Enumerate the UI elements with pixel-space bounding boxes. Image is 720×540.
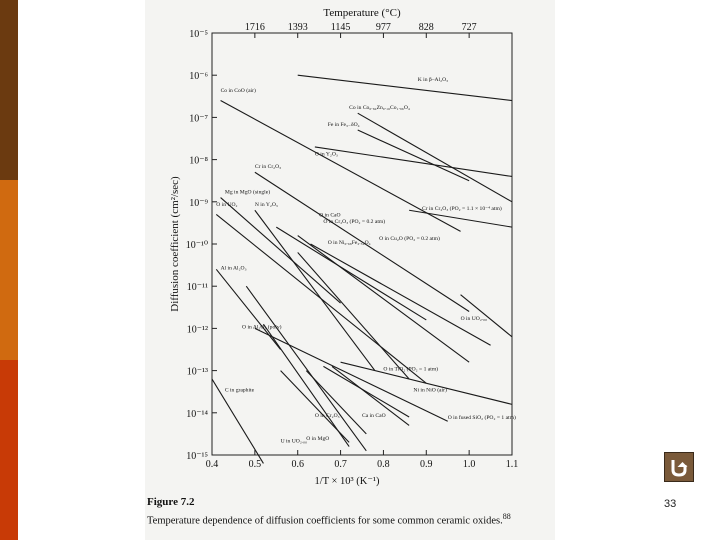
series-label-19: Ni in NiO (air) xyxy=(413,387,447,394)
series-line-5 xyxy=(315,147,512,177)
figure-caption-text: Temperature dependence of diffusion coefficients for some common ceramic oxides. xyxy=(147,515,503,527)
x-tick-label-7: 1.0 xyxy=(462,459,476,470)
series-line-9 xyxy=(255,210,375,370)
temp-tick-label-3: 1145 xyxy=(330,22,351,33)
series-line-25 xyxy=(281,371,350,443)
series-label-23: O in fused SiO₂ (PO₂ = 1 atm) xyxy=(447,415,516,422)
series-label-16: O in UO₂.₀₀ xyxy=(460,315,488,322)
y-tick-label-2: 10⁻⁶ xyxy=(189,71,208,83)
series-label-11: Cr in Cr₂O₃ (PO₂ = 1.1 × 10⁻⁴ atm) xyxy=(422,206,502,213)
series-line-23 xyxy=(255,328,448,421)
series-label-1: K in β–Al₂O₃ xyxy=(417,77,449,84)
series-label-20: C in graphite xyxy=(224,387,255,394)
x-tick-label-5: 0.8 xyxy=(377,459,390,470)
y-tick-label-6: 10⁻¹⁰ xyxy=(185,240,208,251)
series-label-17: O in Al₂O₃ (poly) xyxy=(242,324,282,331)
series-label-8: O in UO₂ xyxy=(216,202,238,209)
caption-reference: 88 xyxy=(502,512,511,521)
series-line-13 xyxy=(298,252,409,379)
series-label-21: O in Cr₂O₃ xyxy=(314,413,340,420)
x-tick-label-6: 0.9 xyxy=(420,459,433,470)
y-tick-label-1: 10⁻⁵ xyxy=(189,29,208,40)
x-tick-label-8: 1.1 xyxy=(505,459,519,470)
page-number: 33 xyxy=(664,498,677,510)
x-axis-label: 1/T × 10³ (K⁻¹) xyxy=(314,476,380,487)
y-tick-label-5: 10⁻⁹ xyxy=(189,197,208,209)
series-label-24: U in UO₂.₀₀ xyxy=(280,438,308,445)
chart-title: Temperature (°C) xyxy=(323,7,401,19)
series-label-14: O in Cu₂O (PO₂ = 0.2 atm) xyxy=(379,235,440,242)
temp-tick-label-5: 828 xyxy=(418,22,434,33)
series-line-1 xyxy=(298,75,512,100)
series-line-14 xyxy=(311,244,491,345)
series-line-11 xyxy=(409,210,512,227)
series-label-25: O in MgO xyxy=(306,436,330,443)
x-tick-label-1: 0.4 xyxy=(205,459,219,470)
series-label-10: O in CaO xyxy=(319,212,341,219)
x-tick-label-3: 0.6 xyxy=(291,459,304,470)
return-button[interactable] xyxy=(664,452,694,482)
y-tick-label-8: 10⁻¹² xyxy=(186,324,208,336)
series-line-24 xyxy=(246,286,366,451)
figure-label-text: Figure 7.2 xyxy=(147,496,195,508)
x-tick-label-4: 0.7 xyxy=(334,459,347,470)
series-label-15: Al in Al₂O₃ xyxy=(220,265,247,272)
series-label-6: Cr in Cr₂O₃ xyxy=(254,164,282,171)
series-label-12: O in Cr₂O₃ (PO₂ = 0.2 atm) xyxy=(323,218,386,225)
series-label-18: O in TiO₂ (PO₂ = 1 atm) xyxy=(383,366,439,373)
y-tick-label-10: 10⁻¹⁴ xyxy=(186,408,208,420)
figure-caption xyxy=(147,512,511,527)
series-label-9: N in Y₂O₃ xyxy=(254,202,278,209)
temp-tick-label-4: 977 xyxy=(375,22,391,33)
figure-label xyxy=(147,496,194,508)
series-label-2: Co in CoO (air) xyxy=(220,88,256,95)
series-line-15 xyxy=(216,269,280,349)
series-label-5: O in Y₂O₃ xyxy=(314,151,338,158)
y-tick-label-9: 10⁻¹³ xyxy=(186,366,208,378)
series-label-4: Fe in Fe₃₋δO₄ xyxy=(327,121,360,128)
series-line-10 xyxy=(298,236,469,363)
series-label-13: O in Ni₀.₆₈Fe₂.₃₂O₄ xyxy=(327,240,371,246)
temp-tick-label-1: 1716 xyxy=(244,22,265,33)
y-tick-label-3: 10⁻⁷ xyxy=(189,113,208,125)
return-arrow-icon xyxy=(668,456,690,478)
series-label-22: Ca in CaO xyxy=(362,413,386,420)
y-axis-label: Diffusion coefficient (cm²/sec) xyxy=(169,176,181,312)
temp-tick-label-6: 727 xyxy=(461,22,477,33)
series-label-7: Mg in MgO (single) xyxy=(224,189,271,196)
x-tick-label-2: 0.5 xyxy=(248,459,262,470)
y-tick-label-11: 10⁻¹⁵ xyxy=(186,451,208,462)
y-tick-label-4: 10⁻⁸ xyxy=(189,155,208,167)
y-tick-label-7: 10⁻¹¹ xyxy=(186,282,208,294)
temp-tick-label-2: 1393 xyxy=(287,22,308,33)
series-label-3: Co in Co₀.₈₄Zn₀.₁₆Co₁.₉₆O₄ xyxy=(349,104,410,111)
